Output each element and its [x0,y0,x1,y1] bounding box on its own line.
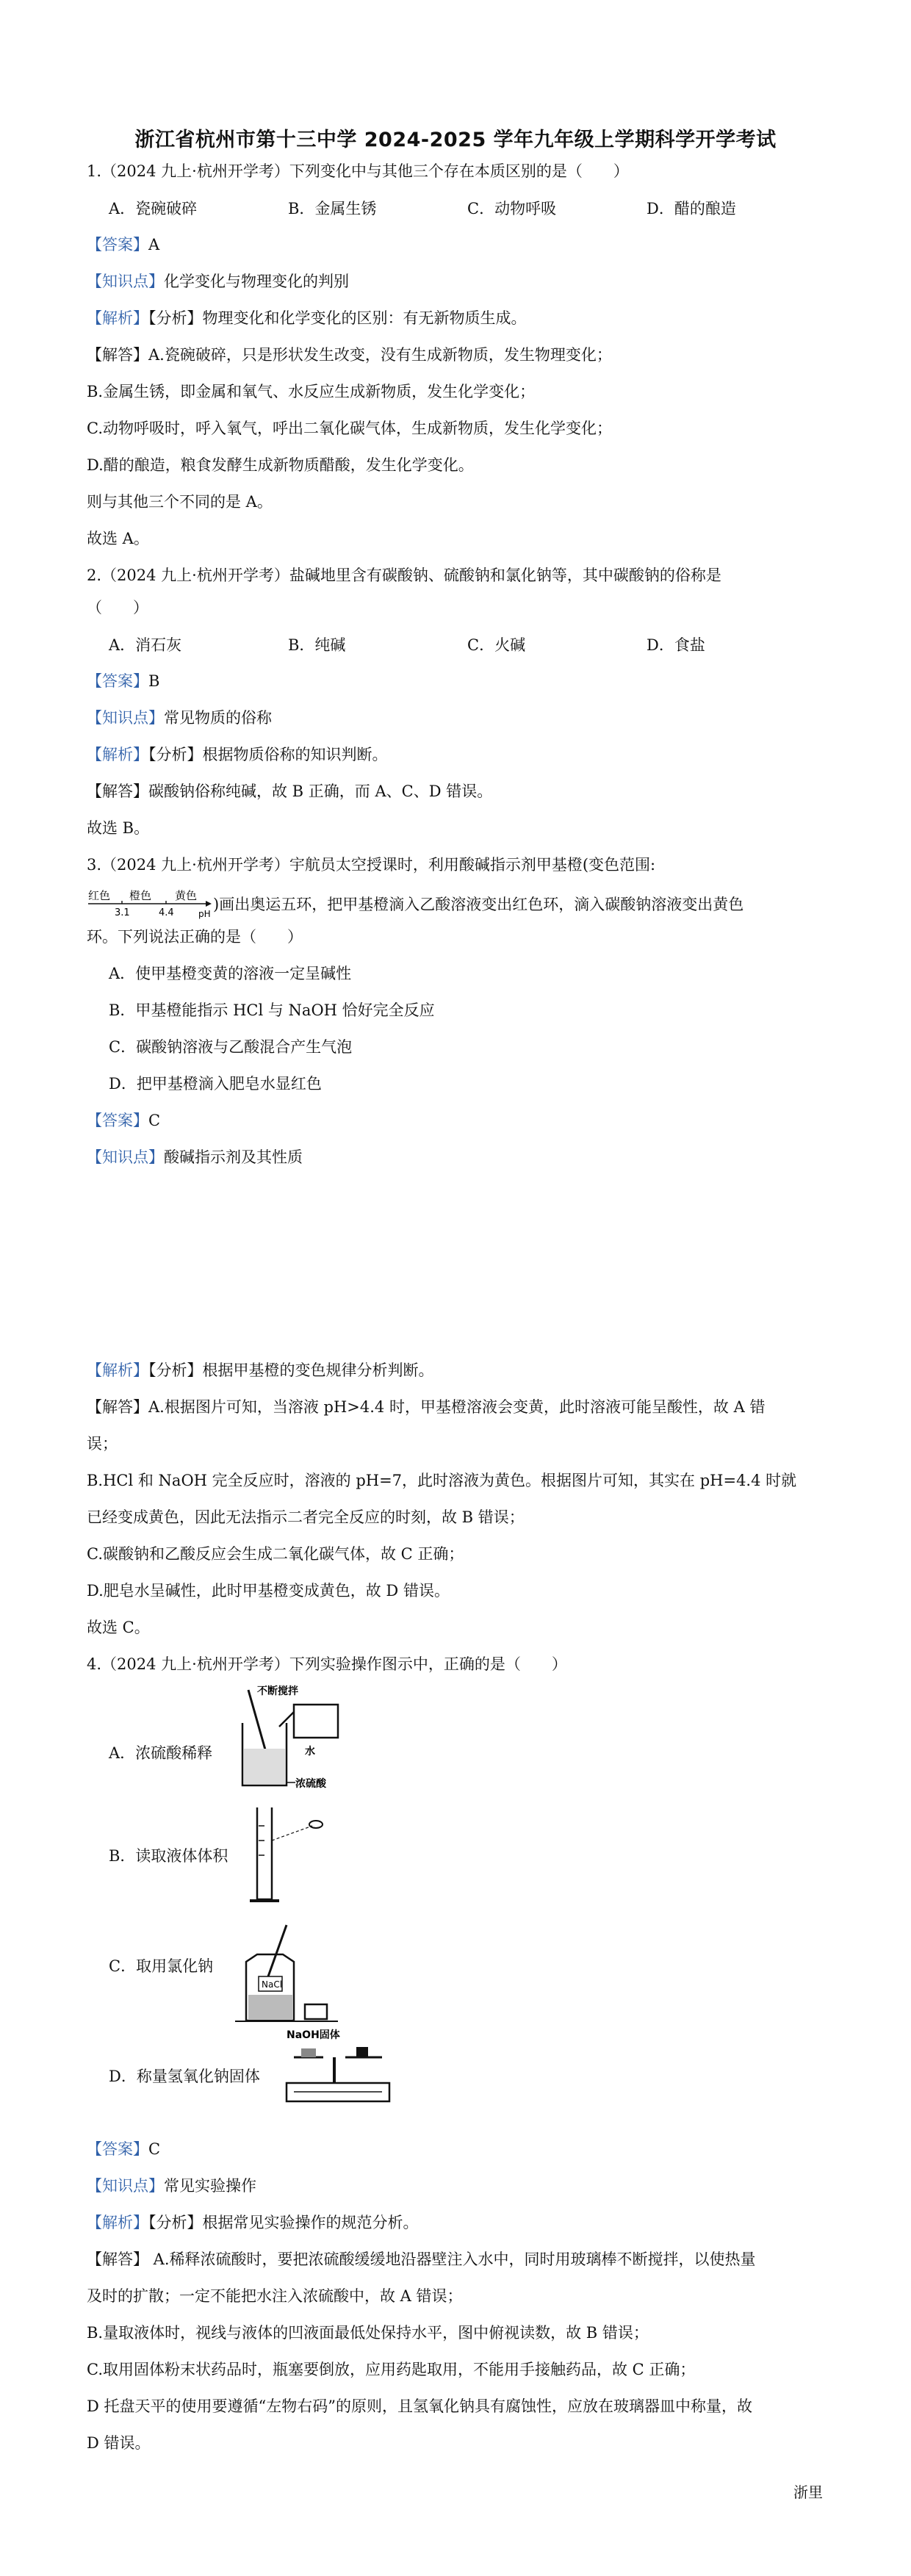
q1-solution-line: C.动物呼吸时，呼入氧气，呼出二氧化碳气体，生成新物质，发生化学变化； [87,420,612,437]
q4-solution-line: 【解答】 A.稀释浓硫酸时，要把浓硫酸缓缓地沿器壁注入水中，同时用玻璃棒不断搅拌，以使热量 [87,2251,756,2268]
analysis-tag: 【解析】 [87,309,148,327]
q1-solution-line: 【解答】A.瓷碗破碎，只是形状发生改变，没有生成新物质，发生物理变化； [87,346,612,364]
answer-tag: 【答案】 [87,1112,148,1129]
q3-solution-line: 【解答】A.根据图片可知，当溶液 pH>4.4 时，甲基橙溶液会变黄，此时溶液可能呈酸性，故 A 错 [87,1398,766,1416]
q2-option-c: C．火碱 [467,636,526,654]
q3-solution-line: B.HCl 和 NaOH 完全反应时，溶液的 pH=7，此时溶液为黄色。根据图片可知，其实在 pH=4.4 时就 [87,1472,797,1489]
q3-solution-line: 故选 C。 [87,1619,150,1636]
q3-stem-cont: )画出奥运五环，把甲基橙滴入乙酸溶液变出红色环，滴入碳酸钠溶液变出黄色 [213,896,744,913]
q1-answer [87,234,159,256]
beaker-liquid [244,1749,285,1784]
answer-tag: 【答案】 [87,236,148,253]
q4-answer [87,2138,160,2160]
q3-option-d: D．把甲基橙滴入肥皂水显红色 [109,1075,322,1093]
q1-solution-line: 故选 A。 [87,530,149,547]
knowledge-tag: 【知识点】 [87,709,164,727]
knowledge-tag: 【知识点】 [87,273,164,290]
q3-solution-line: 已经变成黄色，因此无法指示二者完全反应的时刻，故 B 错误； [87,1508,525,1526]
scale-red-label: 红色 [88,889,111,902]
q1-analysis [87,307,527,329]
scale-ph-label: pH [198,909,211,919]
q3-analysis-value: 【分析】根据甲基橙的变色规律分析判断。 [148,1361,434,1379]
q3-option-a: A．使甲基橙变黄的溶液一定呈碱性 [109,965,352,982]
q4-analysis [87,2212,419,2234]
q4-solution-line: D 托盘天平的使用要遵循“左物右码”的原则，且氢氧化钠具有腐蚀性，应放在玻璃器皿中称量，故 [87,2397,752,2415]
analysis-tag: 【解析】 [87,746,148,763]
q1-option-a: A．瓷碗破碎 [109,200,198,217]
q2-option-d: D．食盐 [647,636,705,654]
q2-knowledge [87,707,272,729]
analysis-tag: 【解析】 [87,1361,148,1379]
scale-yellow-label: 黄色 [175,889,198,902]
q1-option-d: D．醋的酿造 [647,200,736,217]
analysis-tag: 【解析】 [87,2214,148,2231]
q1-knowledge-value: 化学变化与物理变化的判别 [164,273,349,290]
nacl-powder [248,1995,292,2019]
nacl-label: NaCl [262,1979,283,1990]
q3-solution-line: C.碳酸钠和乙酸反应会生成二氧化碳气体，故 C 正确； [87,1545,464,1563]
q3-knowledge [87,1146,303,1168]
q2-option-b: B．纯碱 [288,636,346,654]
q2-analysis-value: 【分析】根据物质俗称的知识判断。 [148,746,388,763]
q4-solution-line: C.取用固体粉末状药品时，瓶塞要倒放，应用药匙取用，不能用手接触药品，故 C 正确； [87,2361,696,2378]
q3-analysis [87,1359,434,1381]
q2-knowledge-value: 常见物质的俗称 [164,709,272,727]
q3-solution-line: 误； [87,1435,118,1453]
acid-label: 浓硫酸 [295,1778,326,1790]
q2-solution-line: 故选 B。 [87,819,150,837]
answer-tag: 【答案】 [87,2140,148,2158]
spatula [268,1925,287,1976]
weight [356,2047,368,2057]
water-bottle [294,1705,338,1738]
q2-answer [87,670,159,692]
q3-stem: 3.（2024 九上·杭州开学考）宇航员太空授课时，利用酸碱指示剂甲基橙(变色范围: [87,856,656,874]
q2-stem: 2.（2024 九上·杭州开学考）盐碱地里含有碳酸钠、硫酸钠和氯化钠等，其中碳酸钠的俗称是 [87,566,721,584]
q1-solution-line: D.醋的酿造，粮食发酵生成新物质醋酸，发生化学变化。 [87,456,474,474]
q1-stem: 1.（2024 九上·杭州开学考）下列变化中与其他三个存在本质区别的是（ ） [87,162,629,180]
q1-option-c: C．动物呼吸 [467,200,557,217]
eye-icon [309,1821,323,1828]
q4-analysis-value: 【分析】根据常见实验操作的规范分析。 [148,2214,419,2231]
scale-value-4-4: 4.4 [159,907,174,918]
bottle-stopper [305,2004,327,2019]
q4-solution-line: B.量取液体时，视线与液体的凹液面最低处保持水平，图中俯视读数，故 B 错误； [87,2324,649,2342]
q2-solution-line: 【解答】碳酸钠俗称纯碱，故 B 正确，而 A、C、D 错误。 [87,782,493,800]
q3-knowledge-value: 酸碱指示剂及其性质 [164,1148,303,1166]
graduated-cylinder [257,1807,272,1899]
ph-scale-figure [87,888,213,920]
q1-knowledge [87,270,349,292]
q1-solution-line: B.金属生锈，即金属和氧气、水反应生成新物质，发生化学变化； [87,383,536,400]
q4-stem: 4.（2024 九上·杭州开学考）下列实验操作图示中，正确的是（ ） [87,1655,567,1673]
q2-answer-value: B [148,672,160,690]
stir-label: 不断搅拌 [257,1685,298,1697]
q2-stem-cont: （ ） [87,599,148,616]
q4-knowledge [87,2175,256,2197]
q1-options [109,197,826,219]
q4-solution-line: D 错误。 [87,2434,151,2452]
knowledge-tag: 【知识点】 [87,1148,164,1166]
naoh-solid [301,2048,316,2057]
nacl-figure [228,1918,345,2028]
q4-option-d: D．称量氢氧化钠固体 [109,2068,260,2085]
q4-option-c: C．取用氯化钠 [109,1957,214,1975]
q3-answer [87,1109,160,1132]
q4-answer-value: C [148,2140,161,2158]
page-title: 浙江省杭州市第十三中学 2024-2025 学年九年级上学期科学开学考试 [134,129,777,151]
q1-answer-value: A [148,236,160,253]
scale-arrow [206,901,212,907]
q2-option-a: A．消石灰 [109,636,182,654]
q2-options [109,633,826,655]
knowledge-tag: 【知识点】 [87,2177,164,2195]
naoh-label: NaOH固体 [287,2029,340,2041]
q3-solution-line: D.肥皂水呈碱性，此时甲基橙变成黄色，故 D 错误。 [87,1582,450,1600]
q4-knowledge-value: 常见实验操作 [164,2177,256,2195]
q3-option-c: C．碳酸钠溶液与乙酸混合产生气泡 [109,1038,353,1056]
dilution-figure [235,1683,353,1793]
q4-option-a: A．浓硫酸稀释 [109,1744,213,1762]
q1-analysis-value: 【分析】物理变化和化学变化的区别：有无新物质生成。 [148,309,527,327]
sight-line [272,1826,312,1841]
q4-option-b: B．读取液体体积 [109,1847,228,1865]
q2-analysis [87,744,388,766]
answer-tag: 【答案】 [87,672,148,690]
q1-solution-line: 则与其他三个不同的是 A。 [87,493,273,511]
cylinder-figure [242,1804,331,1907]
q4-solution-line: 及时的扩散；一定不能把水注入浓硫酸中，故 A 错误； [87,2287,463,2305]
q3-option-b: B．甲基橙能指示 HCl 与 NaOH 恰好完全反应 [109,1001,435,1019]
q3-answer-value: C [148,1112,161,1129]
scale-value-3-1: 3.1 [115,907,130,918]
q3-stem-scale-line [87,888,743,920]
page-footer: 浙里 [793,2483,823,2501]
water-label: 水 [305,1746,315,1757]
scale-orange-label: 橙色 [129,889,152,902]
q1-option-b: B．金属生锈 [288,200,377,217]
q3-stem-end: 环。下列说法正确的是（ ） [87,928,303,946]
balance-figure [279,2028,397,2109]
